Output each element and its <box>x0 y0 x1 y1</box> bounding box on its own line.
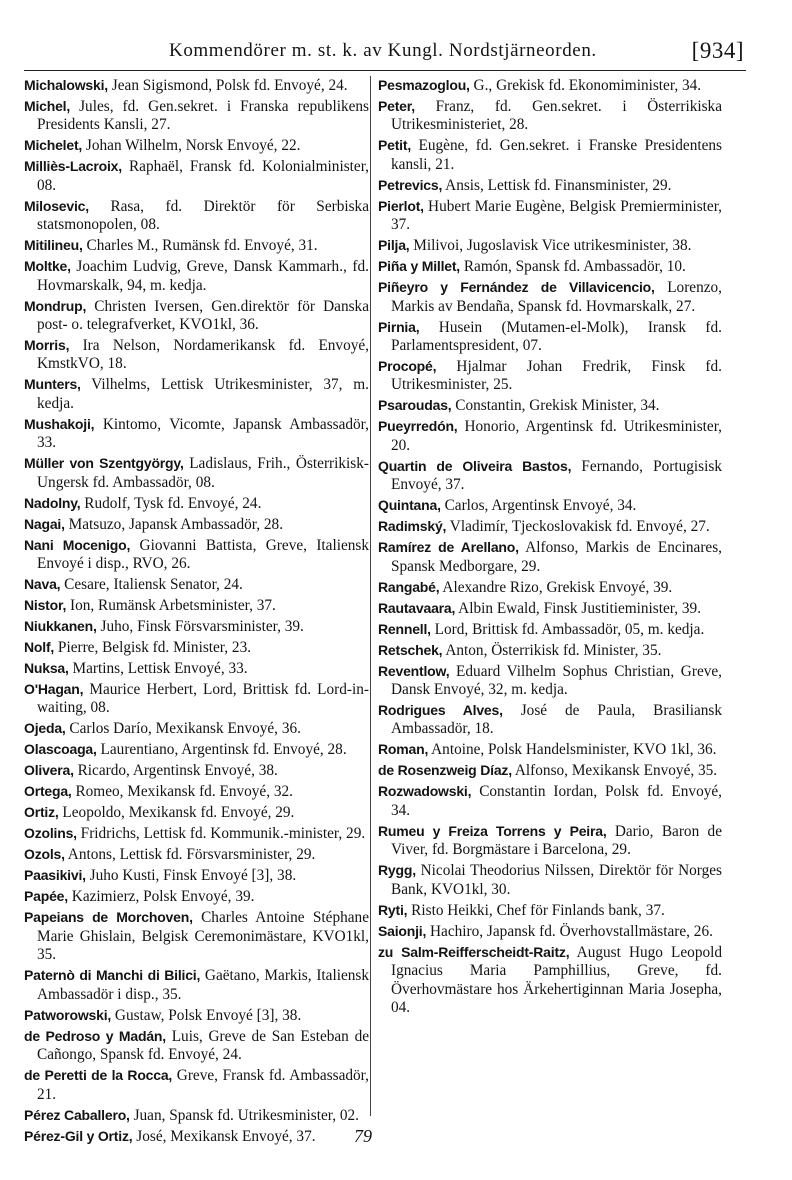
entry-text: Romeo, Mexikansk fd. Envoyé, 32. <box>71 783 293 801</box>
directory-entry <box>24 617 369 636</box>
directory-entry <box>24 1027 369 1065</box>
page-header <box>24 38 744 70</box>
directory-entry <box>378 236 722 255</box>
directory-entry <box>24 297 369 335</box>
entry-text: Constantin, Grekisk Minister, 34. <box>451 397 660 415</box>
entry-text: José, Mexikansk Envoyé, 37. <box>132 1127 316 1145</box>
entry-name: Milliès-Lacroix, <box>24 158 122 175</box>
entry-text: Charles Antoine Stéphane Marie Ghislain, Belgisk Ceremonimästare, KVO1kl, 35. <box>37 909 369 964</box>
entry-name: Rangabé, <box>378 578 440 595</box>
directory-entry <box>24 966 369 1004</box>
directory-entry <box>378 136 722 174</box>
entry-text: Juho Kusti, Finsk Envoyé [3], 38. <box>85 867 297 885</box>
entry-name: Niukkanen, <box>24 618 97 635</box>
entry-text: Risto Heikki, Chef för Finlands bank, 37. <box>407 901 665 919</box>
directory-entry <box>24 845 369 864</box>
entry-name: Michelet, <box>24 137 83 154</box>
page-number: 79 <box>354 1126 372 1146</box>
entry-name: Pueyrredón, <box>378 418 458 435</box>
entry-text: Anton, Österrikisk fd. Minister, 35. <box>442 641 662 659</box>
left-column <box>24 76 369 1148</box>
directory-entry <box>24 680 369 718</box>
entry-name: Nava, <box>24 576 61 593</box>
directory-entry <box>378 740 722 759</box>
entry-name: Nolf, <box>24 639 55 656</box>
entry-name: Moltke, <box>24 258 71 275</box>
entry-text: Eugène, fd. Gen.sekret. i Franske Presidentens kansli, 21. <box>391 137 722 173</box>
running-title: Kommendörer m. st. k. av Kungl. Nordstjärneorden. <box>169 40 597 61</box>
directory-entry <box>378 701 722 739</box>
entry-text: Vilhelms, Lettisk Utrikesminister, 37, m. kedja. <box>37 376 369 412</box>
entry-text: Gustaw, Polsk Envoyé [3], 38. <box>111 1006 302 1024</box>
entry-name: Paasikivi, <box>24 867 86 884</box>
entry-name: Radimský, <box>378 518 447 535</box>
entry-name: Piña y Millet, <box>378 258 460 275</box>
entry-text: Jules, fd. Gen.sekret. i Franska republikens Presidents Kansli, 27. <box>37 98 369 134</box>
directory-entry <box>378 662 722 700</box>
entry-name: Nuksa, <box>24 660 69 677</box>
directory-entry <box>24 659 369 678</box>
entry-name: Quartin de Oliveira Bastos, <box>378 457 572 474</box>
entry-name: Nistor, <box>24 597 67 614</box>
entry-text: Rasa, fd. Direktör för Serbiska statsmonopolen, 08. <box>37 197 369 234</box>
directory-entry <box>378 257 722 276</box>
entry-name: Ozols, <box>24 846 65 863</box>
entry-name: Rygg, <box>378 862 416 879</box>
entry-name: Michalowski, <box>24 77 108 93</box>
header-rule <box>24 70 746 71</box>
directory-entry <box>24 740 369 759</box>
directory-entry <box>24 375 369 413</box>
entry-name: Psaroudas, <box>378 397 452 414</box>
entry-text: Antons, Lettisk fd. Försvarsminister, 29. <box>64 846 316 864</box>
entry-text: Matsuzo, Japansk Ambassadör, 28. <box>64 515 284 533</box>
entry-name: de Pedroso y Madán, <box>24 1027 166 1044</box>
entry-text: Luis, Greve de San Esteban de Cañongo, Spansk fd. Envoyé, 24. <box>37 1027 370 1064</box>
entry-name: O'Hagan, <box>24 681 84 698</box>
entry-name: Ortega, <box>24 783 72 800</box>
directory-entry <box>378 943 722 1018</box>
entry-name: Milosevic, <box>24 197 89 214</box>
entry-name: Pierlot, <box>378 197 424 214</box>
directory-entry <box>378 496 722 515</box>
entry-name: Paternò di Manchi di Bilici, <box>24 967 201 984</box>
entry-text: Raphaël, Fransk fd. Kolonialminister, 08. <box>37 158 369 194</box>
entry-name: de Peretti de la Rocca, <box>24 1067 173 1084</box>
entry-text: Jean Sigismond, Polsk fd. Envoyé, 24. <box>107 77 348 94</box>
directory-entry <box>24 257 369 295</box>
directory-entry <box>24 494 369 513</box>
entry-text: Ladislaus, Frih., Österrikisk-Ungersk fd. Ambassadör, 08. <box>37 455 369 491</box>
entry-text: Joachim Ludvig, Greve, Dansk Kammarh., fd. Hovmarskalk, 94, m. kedja. <box>37 258 369 294</box>
directory-entry <box>24 887 369 906</box>
directory-entry <box>378 278 722 316</box>
entry-name: Petrevics, <box>378 176 443 193</box>
entry-name: Quintana, <box>378 497 441 514</box>
entry-text: Carlos Darío, Mexikansk Envoyé, 36. <box>65 720 301 738</box>
entry-text: Laurentiano, Argentinsk fd. Envoyé, 28. <box>96 741 347 759</box>
directory-entry <box>378 76 722 95</box>
section-code: [934] <box>691 38 744 63</box>
directory-entry <box>24 782 369 801</box>
directory-entry <box>378 176 722 195</box>
entry-text: Lord, Brittisk fd. Ambassadör, 05, m. kedja. <box>430 620 705 638</box>
entry-name: Rumeu y Freiza Torrens y Peira, <box>378 822 607 839</box>
entry-text: Kintomo, Vicomte, Japansk Ambassadör, 33. <box>37 415 369 452</box>
entry-text: Alexandre Rizo, Grekisk Envoyé, 39. <box>439 578 673 596</box>
entry-name: Olascoaga, <box>24 741 97 758</box>
entry-name: Ozolins, <box>24 825 77 842</box>
entry-name: Michel, <box>24 98 71 114</box>
entry-name: Retschek, <box>378 641 443 658</box>
directory-entry <box>378 578 722 597</box>
entry-text: Honorio, Argentinsk fd. Utrikesminister, 20. <box>391 418 722 454</box>
directory-entry <box>378 901 722 920</box>
entry-name: Olivera, <box>24 762 74 779</box>
entry-name: Ryti, <box>378 901 408 918</box>
directory-entry <box>24 1127 369 1146</box>
entry-name: Pirnia, <box>378 318 420 335</box>
entry-name: Mitilineu, <box>24 237 83 254</box>
directory-entry <box>378 457 722 495</box>
entry-name: Pérez Caballero, <box>24 1106 130 1123</box>
entry-name: Peter, <box>378 98 415 114</box>
directory-entry <box>378 417 722 455</box>
entry-name: Nadolny, <box>24 494 81 511</box>
entry-text: Ion, Rumänsk Arbetsminister, 37. <box>66 597 276 615</box>
directory-entry <box>378 761 722 780</box>
directory-entry <box>24 1066 369 1104</box>
directory-entry <box>24 908 369 964</box>
directory-entry <box>378 620 722 639</box>
entry-text: Eduard Vilhelm Sophus Christian, Greve, Dansk Envoyé, 32, m. kedja. <box>391 662 722 699</box>
directory-entry <box>24 761 369 780</box>
entry-name: Pilja, <box>378 237 410 254</box>
entry-text: Greve, Fransk fd. Ambassadör, 21. <box>37 1067 369 1103</box>
entry-text: Vladimír, Tjeckoslovakisk fd. Envoyé, 27. <box>446 518 710 536</box>
directory-entry <box>24 76 369 95</box>
entry-name: Rautavaara, <box>378 599 456 616</box>
directory-entry <box>24 515 369 534</box>
entry-text: Cesare, Italiensk Senator, 24. <box>60 576 243 594</box>
directory-entry <box>24 638 369 657</box>
entry-name: Roman, <box>378 741 429 758</box>
entry-name: Ojeda, <box>24 720 66 737</box>
entry-name: Mushakoji, <box>24 415 95 432</box>
directory-entry <box>24 1106 369 1125</box>
entry-name: de Rosenzweig Díaz, <box>378 762 512 779</box>
entry-text: Maurice Herbert, Lord, Brittisk fd. Lord-in-waiting, 08. <box>37 681 369 717</box>
entry-name: Munters, <box>24 376 81 393</box>
directory-entry <box>24 803 369 822</box>
entry-text: Milivoi, Jugoslavisk Vice utrikesminister, 38. <box>409 237 692 255</box>
directory-entry <box>378 357 722 395</box>
entry-text: Dario, Baron de Viver, fd. Borgmästare i Barcelona, 29. <box>391 822 722 859</box>
entry-text: Ansis, Lettisk fd. Finansminister, 29. <box>442 176 672 194</box>
entry-name: Müller von Szentgyörgy, <box>24 455 184 472</box>
entry-name: Rozwadowski, <box>378 783 472 800</box>
entry-name: Rennell, <box>378 620 431 637</box>
entry-text: Kazimierz, Polsk Envoyé, 39. <box>67 888 255 906</box>
entry-text: Pierre, Belgisk fd. Minister, 23. <box>54 639 252 657</box>
directory-entry <box>24 536 369 574</box>
entry-name: Saionji, <box>378 922 427 939</box>
entry-text: Rudolf, Tysk fd. Envoyé, 24. <box>80 494 262 512</box>
entry-name: zu Salm-Reifferscheidt-Raitz, <box>378 943 570 960</box>
entry-text: Martins, Lettisk Envoyé, 33. <box>68 660 248 678</box>
directory-entry <box>24 197 369 235</box>
directory-entry <box>378 97 722 135</box>
entry-text: Hachiro, Japansk fd. Överhovstallmästare, 26. <box>426 922 713 940</box>
directory-entry <box>24 1006 369 1025</box>
directory-entry <box>24 454 369 492</box>
entry-text: Ricardo, Argentinsk Envoyé, 38. <box>73 762 278 780</box>
entry-name: Ortiz, <box>24 804 59 821</box>
entry-name: Nagai, <box>24 515 65 532</box>
entry-name: Rodrigues Alves, <box>378 702 503 719</box>
entry-text: Christen Iversen, Gen.direktör för Danska post- o. telegrafverket, KVO1kl, 36. <box>37 297 369 334</box>
directory-entry <box>378 641 722 660</box>
entry-text: Ramón, Spansk fd. Ambassadör, 10. <box>460 258 686 276</box>
directory-entry <box>24 866 369 885</box>
directory-entry <box>378 396 722 415</box>
directory-entry <box>378 782 722 820</box>
entry-text: Johan Wilhelm, Norsk Envoyé, 22. <box>82 137 301 155</box>
entry-text: Constantin Iordan, Polsk fd. Envoyé, 34. <box>391 783 722 819</box>
entry-name: Procopé, <box>378 358 437 375</box>
entry-text: Alfonso, Markis de Encinares, Spansk Medborgare, 29. <box>391 539 722 575</box>
entry-text: Nicolai Theodorius Nilssen, Direktör för Norges Bank, KVO1kl, 30. <box>391 862 722 898</box>
entry-text: Albin Ewald, Finsk Justitieminister, 39. <box>455 599 702 617</box>
directory-entry <box>24 719 369 738</box>
entry-text: Juan, Spansk fd. Utrikesminister, 02. <box>129 1106 359 1124</box>
entry-name: Morris, <box>24 337 70 354</box>
entry-text: August Hugo Leopold Ignacius Maria Pamphillius, Greve, fd. Överhovmästare hos Ärkehertiginnan Maria Josepha, 04. <box>391 943 723 1016</box>
entry-name: Papeians de Morchoven, <box>24 909 193 926</box>
directory-entry <box>24 824 369 843</box>
directory-entry <box>24 575 369 594</box>
entry-text: Gaëtano, Markis, Italiensk Ambassadör i disp., 35. <box>37 967 369 1003</box>
entry-text: Ira Nelson, Nordamerikansk fd. Envoyé, KmstkVO, 18. <box>37 337 369 373</box>
directory-entry <box>378 517 722 536</box>
entry-text: Carlos, Argentinsk Envoyé, 34. <box>440 497 637 515</box>
directory-entry <box>24 136 369 155</box>
entry-text: José de Paula, Brasiliansk Ambassadör, 18. <box>391 702 722 738</box>
entry-text: Hjalmar Johan Fredrik, Finsk fd. Utrikesminister, 25. <box>391 358 722 394</box>
entry-text: Lorenzo, Markis av Bendaña, Spansk fd. Hovmarskalk, 27. <box>391 279 722 315</box>
directory-entry <box>378 599 722 618</box>
entry-name: Piñeyro y Fernández de Villavicencio, <box>378 279 655 296</box>
directory-entry <box>378 318 722 356</box>
entry-name: Ramírez de Arellano, <box>378 539 519 556</box>
directory-entry <box>24 157 369 195</box>
directory-entry <box>24 596 369 615</box>
entry-name: Nani Mocenigo, <box>24 536 131 553</box>
directory-entry <box>24 236 369 255</box>
entry-text: Fernando, Portugisisk Envoyé, 37. <box>391 457 722 494</box>
entry-text: Fridrichs, Lettisk fd. Kommunik.-minister, 29. <box>76 825 366 843</box>
directory-entry <box>378 861 722 899</box>
entry-text: Giovanni Battista, Greve, Italiensk Envoyé i disp., RVO, 26. <box>37 536 369 573</box>
entry-text: Hubert Marie Eugène, Belgisk Premierminister, 37. <box>391 197 722 234</box>
entry-name: Reventlow, <box>378 662 450 679</box>
entry-text: Antoine, Polsk Handelsminister, KVO 1kl, 36. <box>428 741 717 759</box>
entry-name: Patworowski, <box>24 1006 112 1023</box>
entry-name: Pesmazoglou, <box>378 77 470 93</box>
entry-name: Petit, <box>378 137 412 154</box>
entry-name: Mondrup, <box>24 297 87 314</box>
entry-text: Charles M., Rumänsk fd. Envoyé, 31. <box>82 237 318 255</box>
directory-entry <box>378 822 722 860</box>
directory-entry <box>378 922 722 941</box>
entry-text: Alfonso, Mexikansk Envoyé, 35. <box>511 762 718 780</box>
directory-entry <box>24 415 369 453</box>
directory-entry <box>24 336 369 374</box>
directory-entry <box>24 97 369 135</box>
directory-entry <box>378 538 722 576</box>
column-divider <box>370 76 371 1116</box>
entry-text: Franz, fd. Gen.sekret. i Österrikiska Utrikesministeriet, 28. <box>391 98 722 134</box>
entry-name: Papée, <box>24 888 68 905</box>
entry-name: Pérez-Gil y Ortiz, <box>24 1127 133 1144</box>
entry-text: Husein (Mutamen-el-Molk), Iransk fd. Parlamentspresident, 07. <box>391 318 722 355</box>
entry-text: Leopoldo, Mexikansk fd. Envoyé, 29. <box>58 804 295 822</box>
entry-text: G., Grekisk fd. Ekonomiminister, 34. <box>469 77 702 94</box>
right-column <box>378 76 722 1019</box>
directory-entry <box>378 197 722 235</box>
entry-text: Juho, Finsk Försvarsminister, 39. <box>96 618 304 636</box>
